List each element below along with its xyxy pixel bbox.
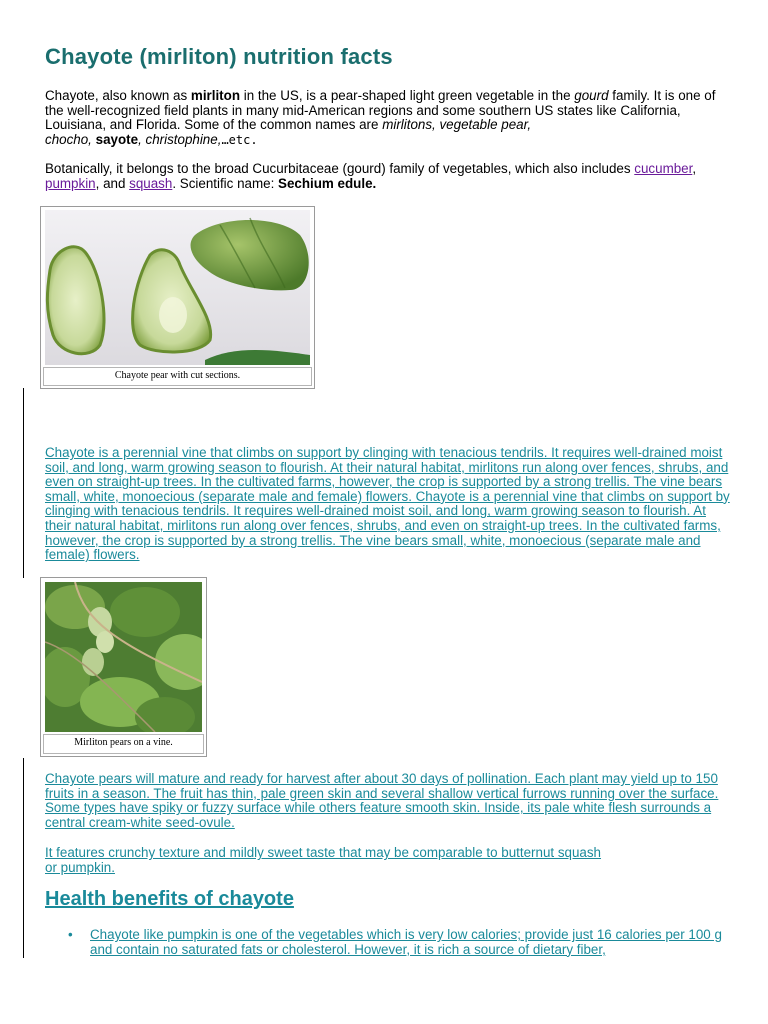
list-item-text: Chayote like pumpkin is one of the vegetables which is very low calories; provide just 16 calories per 100 g and contain no saturated fats or cholesterol. However, it is rich a source of dietary fiber, <box>90 927 722 957</box>
separator: , <box>692 161 697 176</box>
page-title: Chayote (mirliton) nutrition facts <box>45 44 393 69</box>
figure-caption: Mirliton pears on a vine. <box>43 734 204 754</box>
scientific-name: Sechium edule. <box>278 175 377 191</box>
common-names-italic: , christophine, <box>138 131 222 147</box>
taste-description-link[interactable]: It features crunchy texture and mildly sweet taste that may be comparable to butternut squash or pumpkin. <box>45 845 602 875</box>
mirliton-figure <box>40 577 207 757</box>
figure-caption: Chayote pear with cut sections. <box>43 367 312 386</box>
intro-text: Chayote, also known as <box>45 88 191 103</box>
mirliton-vine-image <box>45 582 202 732</box>
intro-paragraph <box>45 89 730 147</box>
cucumber-link[interactable]: cucumber <box>634 161 693 176</box>
harvest-description-link[interactable]: Chayote pears will mature and ready for harvest after about 30 days of pollination. Each plant may yield up to 150 fruits in a season. The fruit has thin, pale green skin and several shallow vertical furrows running over the surface. Some types have spiky or fuzzy surface while others feature smooth skin. Inside, its pale white flesh surrounds a central cream-white seed-ovule. <box>45 771 719 830</box>
health-benefits-list <box>45 928 725 957</box>
vine-description-link[interactable]: Chayote is a perennial vine that climbs on support by clinging with tenacious tendrils. It requires well-drained moist soil, and long, warm growing season to flourish. At their natural habitat, mirlitons run along over fences, shrubs, and even on straight-up trees. In the cultivated farms, however, the crop is supported by a strong trellis. The vine bears small, white, monoecious (separate male and female) flowers. Chayote is a perennial vine that climbs on support by clinging with tenacious tendrils. It requires well-drained moist soil, and long, warm growing season to flourish. At their natural habitat, mirlitons run along over fences, shrubs, and even on straight-up trees. In the cultivated farms, however, the crop is supported by a strong trellis. The vine bears small, white, monoecious (separate male and female) flowers. <box>45 445 730 563</box>
intro-text: family. It is one of the well-recognized field plants in many mid-American regions and some southern US states like California, Louisiana, and Florida. Some of the common names are <box>45 88 716 133</box>
chayote-cut-sections-image <box>45 210 310 365</box>
margin-rule <box>23 388 24 578</box>
botany-text: . Scientific name: <box>172 175 279 191</box>
sayote-bold: sayote <box>95 131 139 147</box>
common-names-italic: mirlitons, vegetable pear, <box>382 117 532 133</box>
separator: , and <box>95 175 130 191</box>
squash-link[interactable]: squash <box>129 175 173 191</box>
etc-text: …etc. <box>221 132 258 147</box>
common-names-italic: chocho, <box>45 131 96 147</box>
botany-text: Botanically, it belongs to the broad Cucurbitaceae (gourd) family of vegetables, which also includes <box>45 161 635 176</box>
list-item[interactable] <box>45 928 725 957</box>
mirliton-bold: mirliton <box>190 88 241 103</box>
health-benefits-heading[interactable]: Health benefits of chayote <box>45 888 294 910</box>
bullet-icon: • <box>68 927 73 942</box>
botany-paragraph <box>45 162 730 191</box>
gourd-italic: gourd <box>574 88 609 103</box>
intro-text: in the US, is a pear-shaped light green vegetable in the <box>240 88 575 103</box>
margin-rule <box>23 758 24 958</box>
chayote-figure <box>40 206 315 389</box>
pumpkin-link[interactable]: pumpkin <box>45 175 96 191</box>
